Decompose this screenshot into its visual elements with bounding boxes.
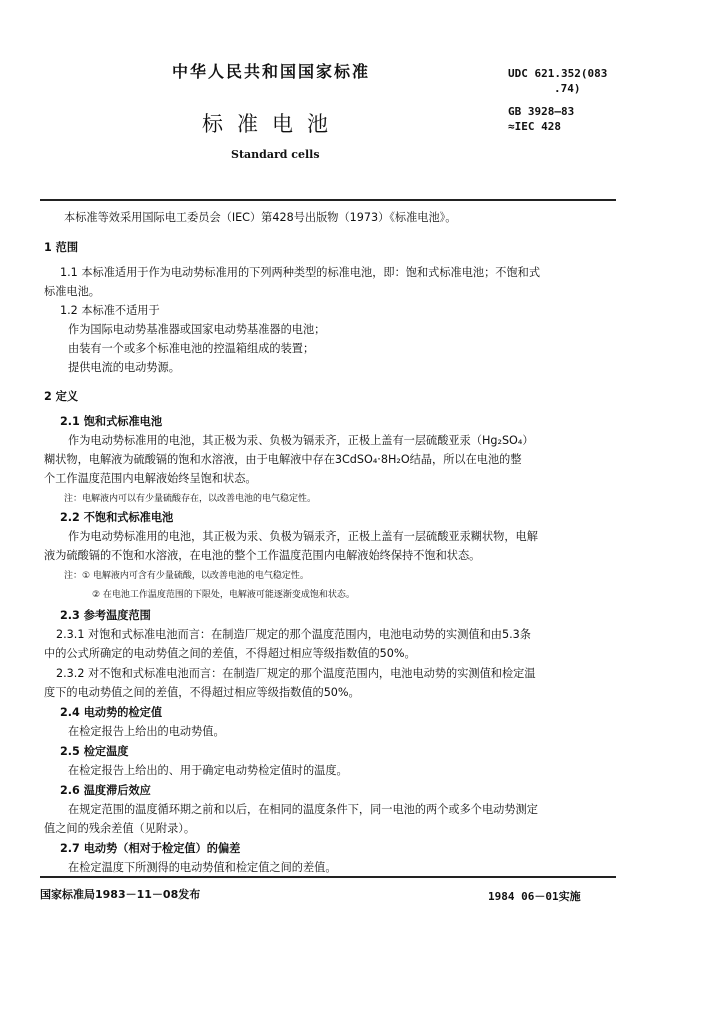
clause-2-5-heading: 2.5 检定温度 xyxy=(60,745,129,758)
clause-2-1-note: 注：电解液内可以有少量硫酸存在，以改善电池的电气稳定性。 xyxy=(64,494,317,504)
effective-date: 1984 06－01实施 xyxy=(488,890,581,903)
clause-2-2-line2: 液为硫酸镉的不饱和水溶液，在电池的整个工作温度范围内电解液始终保持不饱和状态。 xyxy=(44,549,481,562)
issue-date: 国家标准局1983－11－08发布 xyxy=(40,888,201,901)
standard-header-title: 中华人民共和国国家标准 xyxy=(172,62,371,81)
clause-2-3-1-line1: 2.3.1 对饱和式标准电池而言：在制造厂规定的那个温度范围内，电池电动势的实测值和由5.3条 xyxy=(56,628,531,641)
gb-code-line1: GB 3928—83 xyxy=(508,105,575,118)
clause-1-2-item2: 由装有一个或多个标准电池的控温箱组成的装置； xyxy=(68,342,315,355)
clause-2-6-line1: 在规定范围的温度循环期之前和以后，在相同的温度条件下，同一电池的两个或多个电动势测定 xyxy=(68,803,538,816)
clause-2-1-line1: 作为电动势标准用的电池，其正极为汞、负极为镉汞齐，正极上盖有一层硫酸亚汞（Hg₂SO₄） xyxy=(68,434,534,447)
clause-2-2-line1: 作为电动势标准用的电池，其正极为汞、负极为镉汞齐，正极上盖有一层硫酸亚汞糊状物，电解 xyxy=(68,530,538,543)
udc-code xyxy=(508,66,607,96)
clause-1-1-line2: 标准电池。 xyxy=(44,285,100,298)
clause-2-3-2-line2: 度下的电动势值之间的差值，不得超过相应等级指数值的50%。 xyxy=(44,686,360,699)
clause-2-7-heading: 2.7 电动势（相对于检定值）的偏差 xyxy=(60,842,241,855)
clause-1-2: 1.2 本标准不适用于 xyxy=(60,304,160,317)
clause-2-2-heading: 2.2 不饱和式标准电池 xyxy=(60,511,174,524)
clause-2-4-heading: 2.4 电动势的检定值 xyxy=(60,706,163,719)
clause-2-2-note1: 注：① 电解液内可含有少量硫酸，以改善电池的电气稳定性。 xyxy=(64,571,309,581)
udc-code-line2: .74) xyxy=(554,82,581,95)
clause-2-7-text: 在检定温度下所测得的电动势值和检定值之间的差值。 xyxy=(68,861,337,874)
section-1-heading: 1 范围 xyxy=(44,241,79,254)
document-title-english: Standard cells xyxy=(231,148,320,161)
clause-2-2-note2: ② 在电池工作温度范围的下限处，电解液可能逐渐变成饱和状态。 xyxy=(92,590,355,600)
clause-2-5-text: 在检定报告上给出的、用于确定电动势检定值时的温度。 xyxy=(68,764,348,777)
clause-2-1-heading: 2.1 饱和式标准电池 xyxy=(60,415,163,428)
clause-2-4-text: 在检定报告上给出的电动势值。 xyxy=(68,725,225,738)
clause-2-1-line2: 糊状物，电解液为硫酸镉的饱和水溶液，由于电解液中存在3CdSO₄·8H₂O结晶，所以在电池的整 xyxy=(44,453,522,466)
document-title: 标准电池 xyxy=(202,112,342,136)
clause-1-2-item3: 提供电流的电动势源。 xyxy=(68,361,180,374)
clause-1-1-line1: 1.1 本标准适用于作为电动势标准用的下列两种类型的标准电池，即：饱和式标准电池；不饱和式 xyxy=(60,266,541,279)
top-divider xyxy=(40,199,616,201)
clause-2-6-heading: 2.6 温度滞后效应 xyxy=(60,784,151,797)
bottom-divider xyxy=(40,876,616,878)
clause-2-1-line3: 个工作温度范围内电解液始终呈饱和状态。 xyxy=(44,472,257,485)
clause-2-3-1-line2: 中的公式所确定的电动势值之间的差值，不得超过相应等级指数值的50%。 xyxy=(44,647,416,660)
gb-code xyxy=(508,104,574,134)
clause-2-3-heading: 2.3 参考温度范围 xyxy=(60,609,151,622)
intro-line: 本标准等效采用国际电工委员会（IEC）第428号出版物（1973）《标准电池》。 xyxy=(64,211,457,224)
clause-1-2-item1: 作为国际电动势基准器或国家电动势基准器的电池； xyxy=(68,323,326,336)
section-2-heading: 2 定义 xyxy=(44,390,79,403)
udc-code-line1: UDC 621.352(083 xyxy=(508,67,608,80)
clause-2-6-line2: 值之间的残余差值（见附录）。 xyxy=(44,822,196,835)
clause-2-3-2-line1: 2.3.2 对不饱和式标准电池而言：在制造厂规定的那个温度范围内，电池电动势的实测值和检定温 xyxy=(56,667,536,680)
gb-code-line2: ≈IEC 428 xyxy=(508,120,561,133)
